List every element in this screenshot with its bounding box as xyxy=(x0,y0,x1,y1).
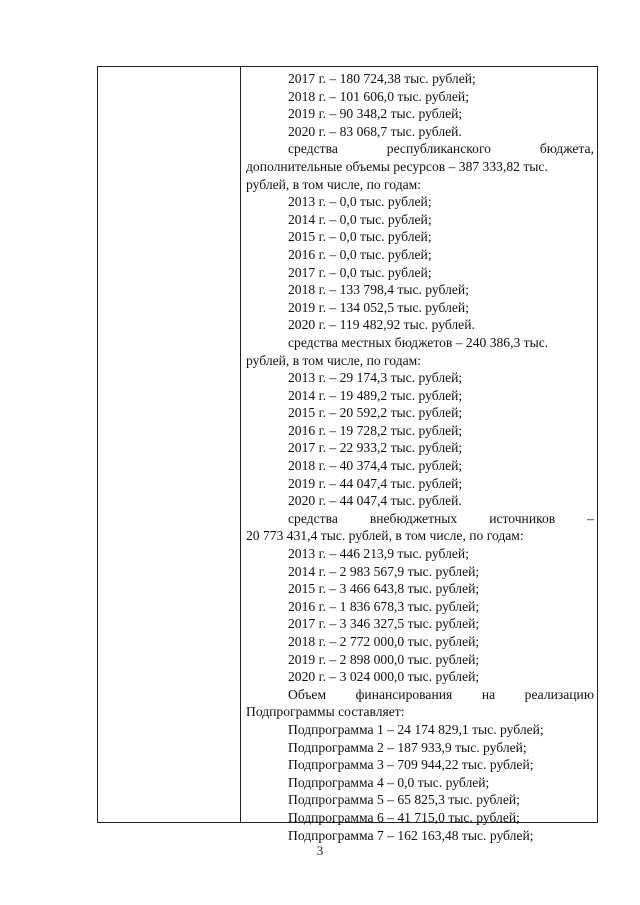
year-line: 2020 г. – 119 482,92 тыс. рублей. xyxy=(288,317,475,333)
year-line: 2014 г. – 19 489,2 тыс. рублей; xyxy=(288,387,463,403)
heading-word: средства xyxy=(288,510,338,526)
table-left-cell xyxy=(98,67,240,822)
subprogram-line: Подпрограмма 2 – 187 933,9 тыс. рублей; xyxy=(288,739,527,755)
heading-word: республиканского xyxy=(386,141,491,157)
heading-word: на xyxy=(481,686,496,702)
subprogram-line: Подпрограмма 1 – 24 174 829,1 тыс. рублей; xyxy=(288,721,544,737)
year-line: 2017 г. – 22 933,2 тыс. рублей; xyxy=(288,440,463,456)
financing-volume-heading xyxy=(246,686,594,704)
subprogram-line: Подпрограмма 3 – 709 944,22 тыс. рублей; xyxy=(288,757,534,773)
heading-word: источников xyxy=(489,510,556,526)
heading-line: дополнительные объемы ресурсов – 387 333,82 тыс. xyxy=(246,158,548,174)
year-line: 2018 г. – 133 798,4 тыс. рублей; xyxy=(288,282,469,298)
year-line: 2018 г. – 101 606,0 тыс. рублей; xyxy=(288,88,469,104)
heading-line: рублей, в том числе, по годам: xyxy=(246,176,422,192)
subprogram-line: Подпрограмма 4 – 0,0 тыс. рублей; xyxy=(288,774,490,790)
subprogram-line: Подпрограмма 6 – 41 715,0 тыс. рублей; xyxy=(288,809,520,825)
heading-line: рублей, в том числе, по годам: xyxy=(246,352,422,368)
financing-table xyxy=(97,66,598,843)
year-line: 2017 г. – 0,0 тыс. рублей; xyxy=(288,264,432,280)
year-line: 2019 г. – 90 348,2 тыс. рублей; xyxy=(288,106,463,122)
heading-word: реализацию xyxy=(524,686,594,702)
column-divider xyxy=(240,67,241,822)
heading-word: внебюджетных xyxy=(369,510,458,526)
subprogram-line: Подпрограмма 7 – 162 163,48 тыс. рублей; xyxy=(288,827,534,843)
year-line: 2014 г. – 2 983 567,9 тыс. рублей; xyxy=(288,563,480,579)
year-line: 2017 г. – 3 346 327,5 тыс. рублей; xyxy=(288,616,480,632)
year-line: 2015 г. – 20 592,2 тыс. рублей; xyxy=(288,405,463,421)
year-line: 2016 г. – 1 836 678,3 тыс. рублей; xyxy=(288,598,480,614)
year-line: 2018 г. – 2 772 000,0 тыс. рублей; xyxy=(288,634,480,649)
year-line: 2017 г. – 180 724,38 тыс. рублей; xyxy=(288,71,476,86)
year-line: 2015 г. – 3 466 643,8 тыс. рублей; xyxy=(288,581,480,597)
heading-word: Объем xyxy=(288,686,327,702)
year-line: 2013 г. – 446 213,9 тыс. рублей; xyxy=(288,546,469,562)
year-line: 2015 г. – 0,0 тыс. рублей; xyxy=(288,229,432,245)
extrabudgetary-heading xyxy=(246,510,594,528)
table-right-cell xyxy=(246,70,594,844)
year-line: 2013 г. – 29 174,3 тыс. рублей; xyxy=(288,370,463,386)
year-line: 2020 г. – 44 047,4 тыс. рублей. xyxy=(288,493,462,509)
page-number: 3 xyxy=(316,843,324,858)
year-line: 2016 г. – 0,0 тыс. рублей; xyxy=(288,246,432,262)
year-line: 2016 г. – 19 728,2 тыс. рублей; xyxy=(288,422,463,438)
heading-word: финансирования xyxy=(355,686,453,702)
year-line: 2013 г. – 0,0 тыс. рублей; xyxy=(288,194,432,210)
year-line: 2018 г. – 40 374,4 тыс. рублей; xyxy=(288,458,463,474)
year-line: 2020 г. – 83 068,7 тыс. рублей. xyxy=(288,123,462,139)
republic-budget-heading xyxy=(246,140,594,158)
subprogram-line: Подпрограмма 5 – 65 825,3 тыс. рублей; xyxy=(288,792,520,808)
year-line: 2019 г. – 2 898 000,0 тыс. рублей; xyxy=(288,651,480,667)
local-budget-heading: средства местных бюджетов – 240 386,3 тыс. xyxy=(288,334,549,350)
heading-word: средства xyxy=(288,141,338,157)
year-line: 2019 г. – 134 052,5 тыс. рублей; xyxy=(288,299,469,315)
year-line: 2014 г. – 0,0 тыс. рублей; xyxy=(288,211,432,227)
heading-line: Подпрограммы составляет: xyxy=(246,704,405,720)
year-line: 2020 г. – 3 024 000,0 тыс. рублей; xyxy=(288,669,480,685)
heading-word: бюджета, xyxy=(539,141,594,157)
heading-word: – xyxy=(587,510,594,526)
year-line: 2019 г. – 44 047,4 тыс. рублей; xyxy=(288,475,463,491)
heading-line: 20 773 431,4 тыс. рублей, в том числе, по годам: xyxy=(246,528,524,544)
